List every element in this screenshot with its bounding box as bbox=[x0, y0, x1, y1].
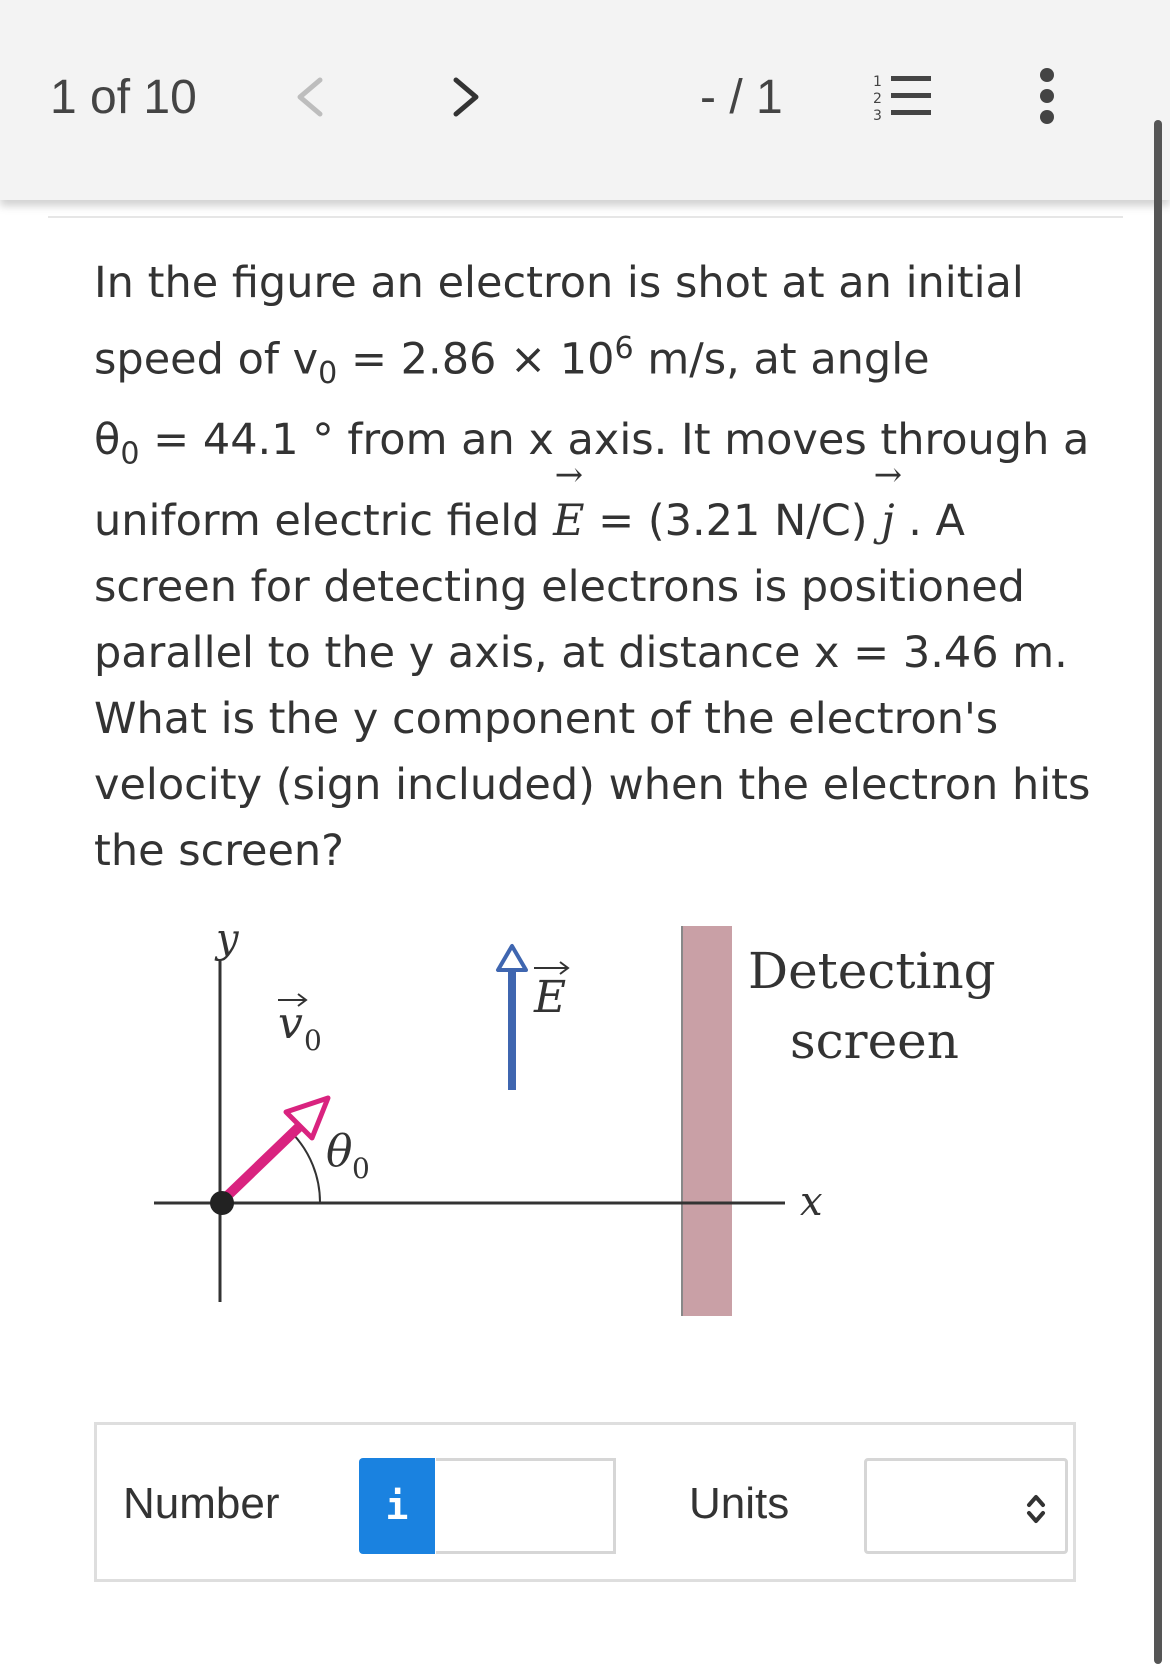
electron-dot bbox=[210, 1191, 234, 1215]
divider bbox=[48, 216, 1123, 218]
more-vertical-icon[interactable] bbox=[1035, 66, 1059, 126]
question-line: What is the y component of the electron's bbox=[94, 693, 999, 744]
unit-vector-symbol bbox=[873, 454, 903, 554]
y-axis-label: y bbox=[216, 916, 239, 962]
detecting-screen bbox=[682, 926, 732, 1316]
text-fragment: . A bbox=[894, 495, 965, 546]
question-line: the screen? bbox=[94, 825, 345, 876]
subscript: 0 bbox=[120, 436, 140, 472]
theta0-label: θ bbox=[326, 1126, 353, 1177]
number-input[interactable] bbox=[436, 1458, 616, 1554]
chevron-right-icon[interactable] bbox=[444, 72, 488, 122]
numbered-list-icon[interactable] bbox=[873, 70, 933, 124]
velocity-arrow-shaft bbox=[222, 1126, 300, 1201]
question-line: velocity (sign included) when the electron hits bbox=[94, 759, 1091, 810]
vector-arrow: → bbox=[873, 454, 903, 495]
physics-figure bbox=[140, 916, 1040, 1350]
question-line: In the figure an electron is shot at an initial bbox=[94, 258, 1024, 308]
question-line bbox=[94, 316, 1094, 407]
page-indicator[interactable]: - / 1 bbox=[700, 71, 783, 124]
info-button[interactable]: i bbox=[359, 1458, 435, 1554]
vector-letter: E bbox=[553, 495, 585, 546]
screen-label-line1: Detecting bbox=[748, 942, 996, 1000]
text-fragment: = 2.86 × 10 bbox=[337, 334, 615, 385]
question-text bbox=[94, 250, 1094, 884]
theta-symbol: θ bbox=[94, 414, 121, 465]
answer-box bbox=[94, 1422, 1076, 1582]
field-arrow-head bbox=[498, 946, 526, 970]
subscript: 0 bbox=[318, 355, 338, 391]
svg-text:1: 1 bbox=[873, 74, 882, 90]
text-fragment: = 44.1 ° from an x axis. It moves through a bbox=[139, 414, 1090, 465]
E-label: E bbox=[534, 972, 567, 1023]
number-label: Number bbox=[123, 1479, 280, 1528]
select-caret-icon bbox=[1023, 1491, 1049, 1527]
units-label: Units bbox=[689, 1479, 790, 1528]
question-line: screen for detecting electrons is positioned bbox=[94, 561, 1025, 612]
svg-text:3: 3 bbox=[873, 108, 882, 124]
chevron-left-icon[interactable] bbox=[288, 72, 332, 122]
units-select[interactable] bbox=[864, 1458, 1068, 1554]
angle-arc bbox=[292, 1133, 320, 1203]
text-fragment: speed of v bbox=[94, 334, 319, 385]
figure-svg bbox=[140, 916, 1040, 1350]
v0-label: v bbox=[278, 998, 303, 1049]
superscript: 6 bbox=[614, 331, 634, 366]
v0-subscript: 0 bbox=[304, 1024, 322, 1057]
question-line bbox=[94, 454, 1094, 554]
text-fragment: = (3.21 N/C) bbox=[584, 495, 882, 546]
screen-label-line2: screen bbox=[790, 1012, 959, 1070]
top-toolbar bbox=[0, 0, 1170, 200]
svg-text:2: 2 bbox=[873, 91, 882, 107]
question-line: parallel to the y axis, at distance x = 3.46 m. bbox=[94, 627, 1068, 678]
theta0-subscript: 0 bbox=[352, 1152, 370, 1185]
question-line bbox=[94, 407, 1094, 488]
vector-letter: j bbox=[881, 495, 895, 546]
field-vector-symbol bbox=[553, 454, 585, 554]
vector-arrow: → bbox=[554, 454, 584, 495]
scrollbar-thumb[interactable] bbox=[1154, 120, 1162, 1664]
text-fragment: m/s, at angle bbox=[633, 334, 930, 385]
x-axis-label: x bbox=[800, 1179, 823, 1225]
page-count: 1 of 10 bbox=[50, 71, 197, 124]
text-fragment: uniform electric field bbox=[94, 495, 554, 546]
